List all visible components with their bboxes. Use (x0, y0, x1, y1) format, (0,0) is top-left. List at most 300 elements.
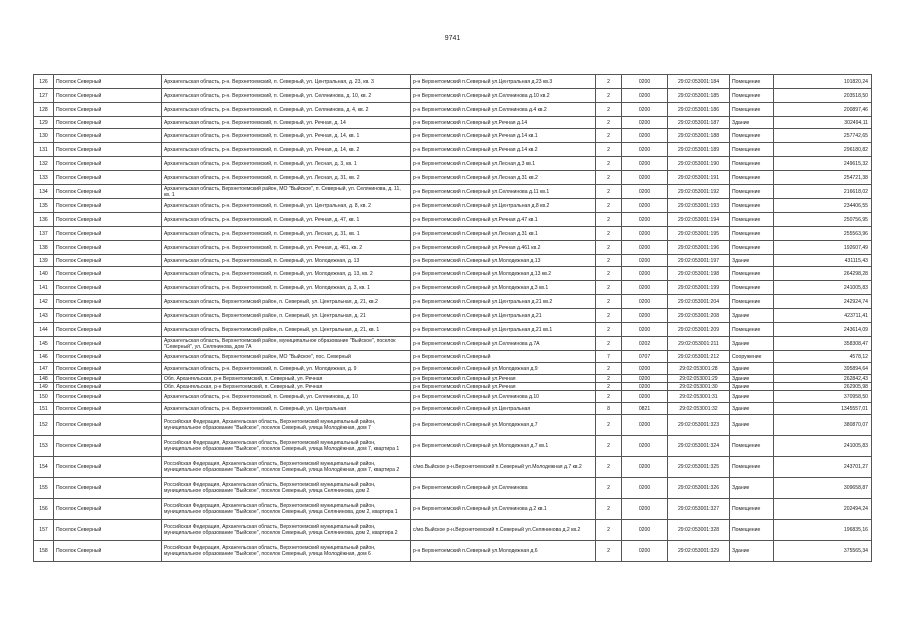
category-cell: 2 (596, 415, 622, 436)
category-cell: 2 (596, 129, 622, 143)
settlement-cell: Поселок Северный (54, 129, 162, 143)
cadastral-number-cell: 29:02:053001:31 (668, 391, 730, 403)
address-short-cell: р-н Верхнетоемский п.Северный ул.Речная д.47 кв.1 (411, 213, 596, 227)
code-cell: 0200 (622, 436, 668, 457)
category-cell: 2 (596, 295, 622, 309)
row-number: 136 (34, 213, 54, 227)
value-cell: 254721,38 (774, 171, 872, 185)
object-type-cell: Помещение (730, 227, 774, 241)
address-short-cell: р-н Верхнетоемский п.Северный ул.Речная д.14 кв.1 (411, 129, 596, 143)
address-short-cell: р-н Верхнетоемский п.Северный ул.Речная д.14 (411, 117, 596, 129)
cadastral-number-cell: 29:02:053001:196 (668, 241, 730, 255)
row-number: 143 (34, 309, 54, 323)
row-number: 133 (34, 171, 54, 185)
cadastral-number-cell: 29:02:053001:328 (668, 520, 730, 541)
settlement-cell: Поселок Северный (54, 309, 162, 323)
cadastral-number-cell: 29:02:053001:212 (668, 351, 730, 363)
category-cell: 2 (596, 89, 622, 103)
settlement-cell: Поселок Северный (54, 323, 162, 337)
value-cell: 241005,83 (774, 436, 872, 457)
address-short-cell: с/мо.Выйское р-н.Верхнетоемский п.Северный ул.Молодежная д.7 кв.2 (411, 457, 596, 478)
cadastral-number-cell: 29:02:053001:211 (668, 337, 730, 351)
code-cell: 0200 (622, 363, 668, 375)
category-cell: 2 (596, 117, 622, 129)
object-type-cell: Помещение (730, 499, 774, 520)
category-cell: 2 (596, 267, 622, 281)
settlement-cell: Поселок Северный (54, 403, 162, 415)
category-cell: 2 (596, 457, 622, 478)
category-cell: 2 (596, 375, 622, 383)
address-short-cell: р-н Верхнетоемский п.Северный ул.Центральная д.21 (411, 309, 596, 323)
code-cell: 0200 (622, 185, 668, 199)
category-cell: 2 (596, 103, 622, 117)
category-cell: 2 (596, 391, 622, 403)
cadastral-number-cell: 29:02:053001:323 (668, 415, 730, 436)
value-cell: 309658,87 (774, 478, 872, 499)
settlement-cell: Поселок Северный (54, 351, 162, 363)
code-cell: 0200 (622, 199, 668, 213)
address-cell: Архангельская область, р-н. Верхнетоемский, п. Северный, ул. Центральная, д. 8, кв. 2 (162, 199, 411, 213)
object-type-cell: Помещение (730, 103, 774, 117)
object-type-cell: Здание (730, 478, 774, 499)
object-type-cell: Помещение (730, 89, 774, 103)
code-cell: 0200 (622, 520, 668, 541)
address-cell: Российская Федерация, Архангельская область, Верхнетоемский муниципальный район, муниципальное образование "Выйское", поселок Северный, улица Молодёжная, дом 7 (162, 415, 411, 436)
address-cell: Обл. Архангельская, р-н Верхнетоемский, п. Северный, ул. Речная (162, 375, 411, 383)
object-type-cell: Помещение (730, 520, 774, 541)
value-cell: 264298,28 (774, 267, 872, 281)
row-number: 147 (34, 363, 54, 375)
row-number: 132 (34, 157, 54, 171)
value-cell: 249615,32 (774, 157, 872, 171)
object-type-cell: Помещение (730, 157, 774, 171)
settlement-cell: Поселок Северный (54, 267, 162, 281)
address-cell: Архангельская область, р-н. Верхнетоемский, п. Северный, ул. Речная, д. 47, кв. 1 (162, 213, 411, 227)
table-row (34, 143, 872, 157)
row-number: 134 (34, 185, 54, 199)
address-short-cell: с/мо.Выйское р-н.Верхнетоемский п.Северный ул.Селянинова д.2 кв.2 (411, 520, 596, 541)
value-cell: 243701,27 (774, 457, 872, 478)
address-short-cell: р-н Верхнетоемский п.Северный ул.Речная д.461 кв.2 (411, 241, 596, 255)
object-type-cell: Здание (730, 337, 774, 351)
code-cell: 0707 (622, 351, 668, 363)
address-cell: Архангельская область, Верхнетоемский район, п. Северный, ул. Центральная, д. 21, кв.2 (162, 295, 411, 309)
cadastral-number-cell: 29:02:053001:209 (668, 323, 730, 337)
address-short-cell: р-н Верхнетоемский п.Северный ул.Лесная д.31 кв.2 (411, 171, 596, 185)
object-type-cell: Здание (730, 375, 774, 383)
value-cell: 302494,11 (774, 117, 872, 129)
object-type-cell: Здание (730, 403, 774, 415)
address-cell: Архангельская область, р-н. Верхнетоемский, п. Северный, ул. Центральная (162, 403, 411, 415)
table-row (34, 157, 872, 171)
value-cell: 255563,96 (774, 227, 872, 241)
address-short-cell: р-н Верхнетоемский п.Северный ул.Речная (411, 375, 596, 383)
row-number: 129 (34, 117, 54, 129)
address-cell: Архангельская область, р-н. Верхнетоемский, п. Северный, ул. Молодежная, д. 13 (162, 255, 411, 267)
row-number: 137 (34, 227, 54, 241)
cadastral-number-cell: 29:02:053001:198 (668, 267, 730, 281)
cadastral-number-cell: 29:02:053001:32 (668, 403, 730, 415)
cadastral-number-cell: 29:02:053001:186 (668, 103, 730, 117)
cadastral-number-cell: 29:02:053001:29 (668, 375, 730, 383)
category-cell: 2 (596, 436, 622, 457)
settlement-cell: Поселок Северный (54, 375, 162, 383)
value-cell: 216618,02 (774, 185, 872, 199)
code-cell: 0200 (622, 267, 668, 281)
row-number: 154 (34, 457, 54, 478)
category-cell: 2 (596, 143, 622, 157)
object-type-cell: Помещение (730, 267, 774, 281)
address-short-cell: р-н Верхнетоемский п.Северный ул.Центральная д.23 кв.3 (411, 75, 596, 89)
table-row (34, 295, 872, 309)
row-number: 149 (34, 383, 54, 391)
category-cell: 2 (596, 75, 622, 89)
category-cell: 2 (596, 281, 622, 295)
value-cell: 358308,47 (774, 337, 872, 351)
address-short-cell: р-н Верхнетоемский п.Северный ул.Лесная д.3 кв.1 (411, 157, 596, 171)
code-cell: 0200 (622, 323, 668, 337)
table-row (34, 75, 872, 89)
category-cell: 2 (596, 213, 622, 227)
settlement-cell: Поселок Северный (54, 89, 162, 103)
code-cell: 0200 (622, 227, 668, 241)
address-cell: Архангельская область, Верхнетоемский район, МО "Выйское", п. Северный, ул. Селянинова, д. 11, кв. 1 (162, 185, 411, 199)
category-cell: 2 (596, 309, 622, 323)
category-cell: 2 (596, 227, 622, 241)
address-cell: Архангельская область, р-н. Верхнетоемский, п. Северный, ул. Селянинова, д. 10 (162, 391, 411, 403)
address-short-cell: р-н Верхнетоемский п.Северный ул.Селянинова д.10 кв.2 (411, 89, 596, 103)
category-cell: 2 (596, 499, 622, 520)
address-cell: Архангельская область, р-н. Верхнетоемский, п. Северный, ул. Селянинова, д. 10, кв. 2 (162, 89, 411, 103)
category-cell: 2 (596, 255, 622, 267)
value-cell: 196835,16 (774, 520, 872, 541)
address-short-cell: р-н Верхнетоемский п.Северный ул.Селянинова д.7А (411, 337, 596, 351)
page-number: 9741 (444, 35, 461, 42)
table-row (34, 129, 872, 143)
settlement-cell: Поселок Северный (54, 383, 162, 391)
cadastral-number-cell: 29:02:053001:197 (668, 255, 730, 267)
address-cell: Архангельская область, р-н. Верхнетоемский, п. Северный, ул. Речная, д. 14, кв. 1 (162, 129, 411, 143)
cadastral-number-cell: 29:02:053001:193 (668, 199, 730, 213)
cadastral-number-cell: 29:02:053001:199 (668, 281, 730, 295)
category-cell: 8 (596, 403, 622, 415)
settlement-cell: Поселок Северный (54, 185, 162, 199)
cadastral-number-cell: 29:02:053001:325 (668, 457, 730, 478)
code-cell: 0200 (622, 295, 668, 309)
category-cell: 2 (596, 241, 622, 255)
object-type-cell: Здание (730, 415, 774, 436)
code-cell: 0200 (622, 117, 668, 129)
value-cell: 370958,50 (774, 391, 872, 403)
table-row (34, 457, 872, 478)
code-cell: 0200 (622, 499, 668, 520)
address-short-cell: р-н Верхнетоемский п.Северный ул.Молодежная д.13 кв.2 (411, 267, 596, 281)
object-type-cell: Здание (730, 309, 774, 323)
table-row (34, 323, 872, 337)
object-type-cell: Помещение (730, 436, 774, 457)
row-number: 146 (34, 351, 54, 363)
cadastral-number-cell: 29:02:053001:208 (668, 309, 730, 323)
code-cell: 0200 (622, 129, 668, 143)
address-short-cell: р-н Верхнетоемский п.Северный ул.Молодежная д.7 (411, 415, 596, 436)
cadastral-number-cell: 29:02:053001:327 (668, 499, 730, 520)
address-short-cell: р-н Верхнетоемский п.Северный ул.Селянинова д.2 кв.1 (411, 499, 596, 520)
value-cell: 296180,82 (774, 143, 872, 157)
row-number: 130 (34, 129, 54, 143)
address-short-cell: р-н Верхнетоемский п.Северный ул.Молодежная д.13 (411, 255, 596, 267)
table-row (34, 363, 872, 375)
value-cell: 375565,34 (774, 541, 872, 562)
table-row (34, 117, 872, 129)
settlement-cell: Поселок Северный (54, 520, 162, 541)
table-row (34, 267, 872, 281)
table-row (34, 103, 872, 117)
table-row (34, 185, 872, 199)
value-cell: 200897,46 (774, 103, 872, 117)
settlement-cell: Поселок Северный (54, 457, 162, 478)
cadastral-number-cell: 29:02:053001:192 (668, 185, 730, 199)
table-row (34, 520, 872, 541)
address-cell: Российская Федерация, Архангельская область, Верхнетоемский муниципальный район, муниципальное образование "Выйское", поселок Северный, улица Молодёжная, дом 6 (162, 541, 411, 562)
category-cell: 7 (596, 351, 622, 363)
address-cell: Архангельская область, Верхнетоемский район, МО "Выйское", пос. Северный (162, 351, 411, 363)
address-cell: Архангельская область, р-н. Верхнетоемский, п. Северный, ул. Центральная, д. 23, кв. 3 (162, 75, 411, 89)
category-cell: 2 (596, 520, 622, 541)
row-number: 128 (34, 103, 54, 117)
settlement-cell: Поселок Северный (54, 143, 162, 157)
address-short-cell: р-н Верхнетоемский п.Северный ул.Центральная д.8 кв.2 (411, 199, 596, 213)
object-type-cell: Помещение (730, 213, 774, 227)
object-type-cell: Помещение (730, 129, 774, 143)
code-cell: 0200 (622, 391, 668, 403)
object-type-cell: Здание (730, 255, 774, 267)
settlement-cell: Поселок Северный (54, 241, 162, 255)
row-number: 138 (34, 241, 54, 255)
code-cell: 0200 (622, 415, 668, 436)
settlement-cell: Поселок Северный (54, 415, 162, 436)
code-cell: 0202 (622, 337, 668, 351)
address-cell: Архангельская область, р-н. Верхнетоемский, п. Северный, ул. Молодежная, д. 9 (162, 363, 411, 375)
row-number: 158 (34, 541, 54, 562)
cadastral-number-cell: 29:02:053001:195 (668, 227, 730, 241)
settlement-cell: Поселок Северный (54, 391, 162, 403)
cadastral-number-cell: 29:02:053001:30 (668, 383, 730, 391)
address-cell: Российская Федерация, Архангельская область, Верхнетоемский муниципальный район, муниципальное образование "Выйское", поселок Северный, улица Молодёжная, дом 7, квартира 1 (162, 436, 411, 457)
value-cell: 262842,43 (774, 375, 872, 383)
settlement-cell: Поселок Северный (54, 541, 162, 562)
settlement-cell: Поселок Северный (54, 75, 162, 89)
code-cell: 0200 (622, 213, 668, 227)
value-cell: 431115,43 (774, 255, 872, 267)
address-short-cell: р-н Верхнетоемский п.Северный ул.Молодежная д.6 (411, 541, 596, 562)
table-row (34, 415, 872, 436)
address-short-cell: р-н Верхнетоемский п.Северный ул.Речная (411, 383, 596, 391)
table-row (34, 499, 872, 520)
settlement-cell: Поселок Северный (54, 363, 162, 375)
value-cell: 241005,83 (774, 281, 872, 295)
address-short-cell: р-н Верхнетоемский п.Северный ул.Селянинова (411, 478, 596, 499)
settlement-cell: Поселок Северный (54, 103, 162, 117)
address-cell: Архангельская область, р-н. Верхнетоемский, п. Северный, ул. Молодежная, д. 13, кв. 2 (162, 267, 411, 281)
code-cell: 0200 (622, 457, 668, 478)
object-type-cell: Здание (730, 363, 774, 375)
settlement-cell: Поселок Северный (54, 337, 162, 351)
row-number: 127 (34, 89, 54, 103)
cadastral-number-cell: 29:02:053001:185 (668, 89, 730, 103)
row-number: 145 (34, 337, 54, 351)
value-cell: 243614,09 (774, 323, 872, 337)
cadastral-number-cell: 29:02:053001:187 (668, 117, 730, 129)
address-cell: Архангельская область, Верхнетоемский район, п. Северный, ул. Центральная, д. 21, кв. 1 (162, 323, 411, 337)
table-row (34, 281, 872, 295)
settlement-cell: Поселок Северный (54, 199, 162, 213)
object-type-cell: Помещение (730, 75, 774, 89)
cadastral-number-cell: 29:02:053001:188 (668, 129, 730, 143)
address-cell: Архангельская область, Верхнетоемский район, муниципальное образование "Выйское", поселок "Северный", ул. Селянинова, дом 7А (162, 337, 411, 351)
code-cell: 0200 (622, 281, 668, 295)
row-number: 157 (34, 520, 54, 541)
address-cell: Архангельская область, р-н. Верхнетоемский, п. Северный, ул. Речная, д. 461, кв. 2 (162, 241, 411, 255)
value-cell: 257742,65 (774, 129, 872, 143)
address-short-cell: р-н Верхнетоемский п.Северный ул.Центральная д.21 кв.2 (411, 295, 596, 309)
code-cell: 0200 (622, 75, 668, 89)
settlement-cell: Поселок Северный (54, 227, 162, 241)
value-cell: 250756,95 (774, 213, 872, 227)
code-cell: 0200 (622, 157, 668, 171)
address-cell: Обл. Архангельская, р-н Верхнетоемский, п. Северный, ул. Речная (162, 383, 411, 391)
cadastral-number-cell: 29:02:053001:204 (668, 295, 730, 309)
row-number: 135 (34, 199, 54, 213)
category-cell: 2 (596, 541, 622, 562)
code-cell: 0200 (622, 241, 668, 255)
cadastral-number-cell: 29:02:053001:329 (668, 541, 730, 562)
object-type-cell: Здание (730, 117, 774, 129)
row-number: 126 (34, 75, 54, 89)
row-number: 155 (34, 478, 54, 499)
settlement-cell: Поселок Северный (54, 117, 162, 129)
table-row (34, 478, 872, 499)
value-cell: 101820,24 (774, 75, 872, 89)
object-type-cell: Помещение (730, 185, 774, 199)
value-cell: 395894,64 (774, 363, 872, 375)
table-row (34, 199, 872, 213)
value-cell: 192607,49 (774, 241, 872, 255)
code-cell: 0821 (622, 403, 668, 415)
cadastral-number-cell: 29:02:053001:190 (668, 157, 730, 171)
address-cell: Архангельская область, р-н. Верхнетоемский, п. Северный, ул. Лесная, д. 31, кв. 1 (162, 227, 411, 241)
table-row (34, 213, 872, 227)
address-cell: Российская Федерация, Архангельская область, Верхнетоемский муниципальный район, муниципальное образование "Выйское", поселок Северный, улица Селянинова, дом 2, квартира 1 (162, 499, 411, 520)
settlement-cell: Поселок Северный (54, 499, 162, 520)
table-row (34, 403, 872, 415)
value-cell: 423711,41 (774, 309, 872, 323)
object-type-cell: Помещение (730, 295, 774, 309)
category-cell: 2 (596, 171, 622, 185)
code-cell: 0200 (622, 255, 668, 267)
cadastral-number-cell: 29:02:053001:189 (668, 143, 730, 157)
table-body (34, 75, 872, 562)
address-cell: Российская Федерация, Архангельская область, Верхнетоемский муниципальный район, муниципальное образование "Выйское", поселок Северный, улица Молодёжная, дом 7, квартира 2 (162, 457, 411, 478)
settlement-cell: Поселок Северный (54, 157, 162, 171)
address-cell: Российская Федерация, Архангельская область, Верхнетоемский муниципальный район, муниципальное образование "Выйское", поселок Северный, улица Селянинова, дом 2, квартира 2 (162, 520, 411, 541)
row-number: 131 (34, 143, 54, 157)
table-row (34, 375, 872, 383)
object-type-cell: Здание (730, 383, 774, 391)
cadastral-number-cell: 29:02:053001:28 (668, 363, 730, 375)
row-number: 140 (34, 267, 54, 281)
table-row (34, 391, 872, 403)
object-type-cell: Сооружение (730, 351, 774, 363)
object-type-cell: Помещение (730, 199, 774, 213)
address-cell: Архангельская область, Верхнетоемский район, п. Северный, ул. Центральная, д. 21 (162, 309, 411, 323)
address-cell: Российская Федерация, Архангельская область, Верхнетоемский муниципальный район, муниципальное образование "Выйское", поселок Северный, улица Селянинова, дом 2 (162, 478, 411, 499)
cadastral-number-cell: 29:02:053001:184 (668, 75, 730, 89)
code-cell: 0200 (622, 375, 668, 383)
row-number: 152 (34, 415, 54, 436)
table-row (34, 255, 872, 267)
settlement-cell: Поселок Северный (54, 171, 162, 185)
address-cell: Архангельская область, р-н. Верхнетоемский, п. Северный, ул. Лесная, д. 3, кв. 1 (162, 157, 411, 171)
address-cell: Архангельская область, р-н. Верхнетоемский, п. Северный, ул. Лесная, д. 31, кв. 2 (162, 171, 411, 185)
settlement-cell: Поселок Северный (54, 281, 162, 295)
address-short-cell: р-н Верхнетоемский п.Северный ул.Речная д.14 кв.2 (411, 143, 596, 157)
object-type-cell: Помещение (730, 171, 774, 185)
address-cell: Архангельская область, р-н. Верхнетоемский, п. Северный, ул. Селянинова, д. 4, кв. 2 (162, 103, 411, 117)
property-table (33, 74, 872, 562)
address-short-cell: р-н Верхнетоемский п.Северный ул.Центральная д.21 кв.1 (411, 323, 596, 337)
object-type-cell: Помещение (730, 241, 774, 255)
object-type-cell: Помещение (730, 143, 774, 157)
code-cell: 0200 (622, 143, 668, 157)
value-cell: 242924,74 (774, 295, 872, 309)
category-cell: 2 (596, 157, 622, 171)
code-cell: 0200 (622, 478, 668, 499)
address-short-cell: р-н Верхнетоемский п.Северный (411, 351, 596, 363)
address-cell: Архангельская область, р-н. Верхнетоемский, п. Северный, ул. Речная, д. 14, кв. 2 (162, 143, 411, 157)
row-number: 141 (34, 281, 54, 295)
value-cell: 262905,98 (774, 383, 872, 391)
cadastral-number-cell: 29:02:053001:191 (668, 171, 730, 185)
row-number: 142 (34, 295, 54, 309)
address-short-cell: р-н Верхнетоемский п.Северный ул.Молодежная д.7 кв.1 (411, 436, 596, 457)
row-number: 151 (34, 403, 54, 415)
value-cell: 203518,50 (774, 89, 872, 103)
address-short-cell: р-н Верхнетоемский п.Северный ул.Селянинова д.4 кв.2 (411, 103, 596, 117)
row-number: 148 (34, 375, 54, 383)
category-cell: 2 (596, 363, 622, 375)
row-number: 144 (34, 323, 54, 337)
table-row (34, 383, 872, 391)
category-cell: 2 (596, 337, 622, 351)
table-row (34, 227, 872, 241)
row-number: 156 (34, 499, 54, 520)
object-type-cell: Помещение (730, 281, 774, 295)
category-cell: 2 (596, 199, 622, 213)
cadastral-number-cell: 29:02:053001:324 (668, 436, 730, 457)
table-row (34, 171, 872, 185)
address-short-cell: р-н Верхнетоемский п.Северный ул.Молодежная д.9 (411, 363, 596, 375)
code-cell: 0200 (622, 383, 668, 391)
category-cell: 2 (596, 323, 622, 337)
table-row (34, 241, 872, 255)
address-short-cell: р-н Верхнетоемский п.Северный ул.Молодежная д.3 кв.1 (411, 281, 596, 295)
object-type-cell: Здание (730, 541, 774, 562)
row-number: 153 (34, 436, 54, 457)
cadastral-number-cell: 29:02:053001:326 (668, 478, 730, 499)
address-short-cell: р-н Верхнетоемский п.Северный ул.Селянинова д.11 кв.1 (411, 185, 596, 199)
table-row (34, 436, 872, 457)
table-row (34, 89, 872, 103)
